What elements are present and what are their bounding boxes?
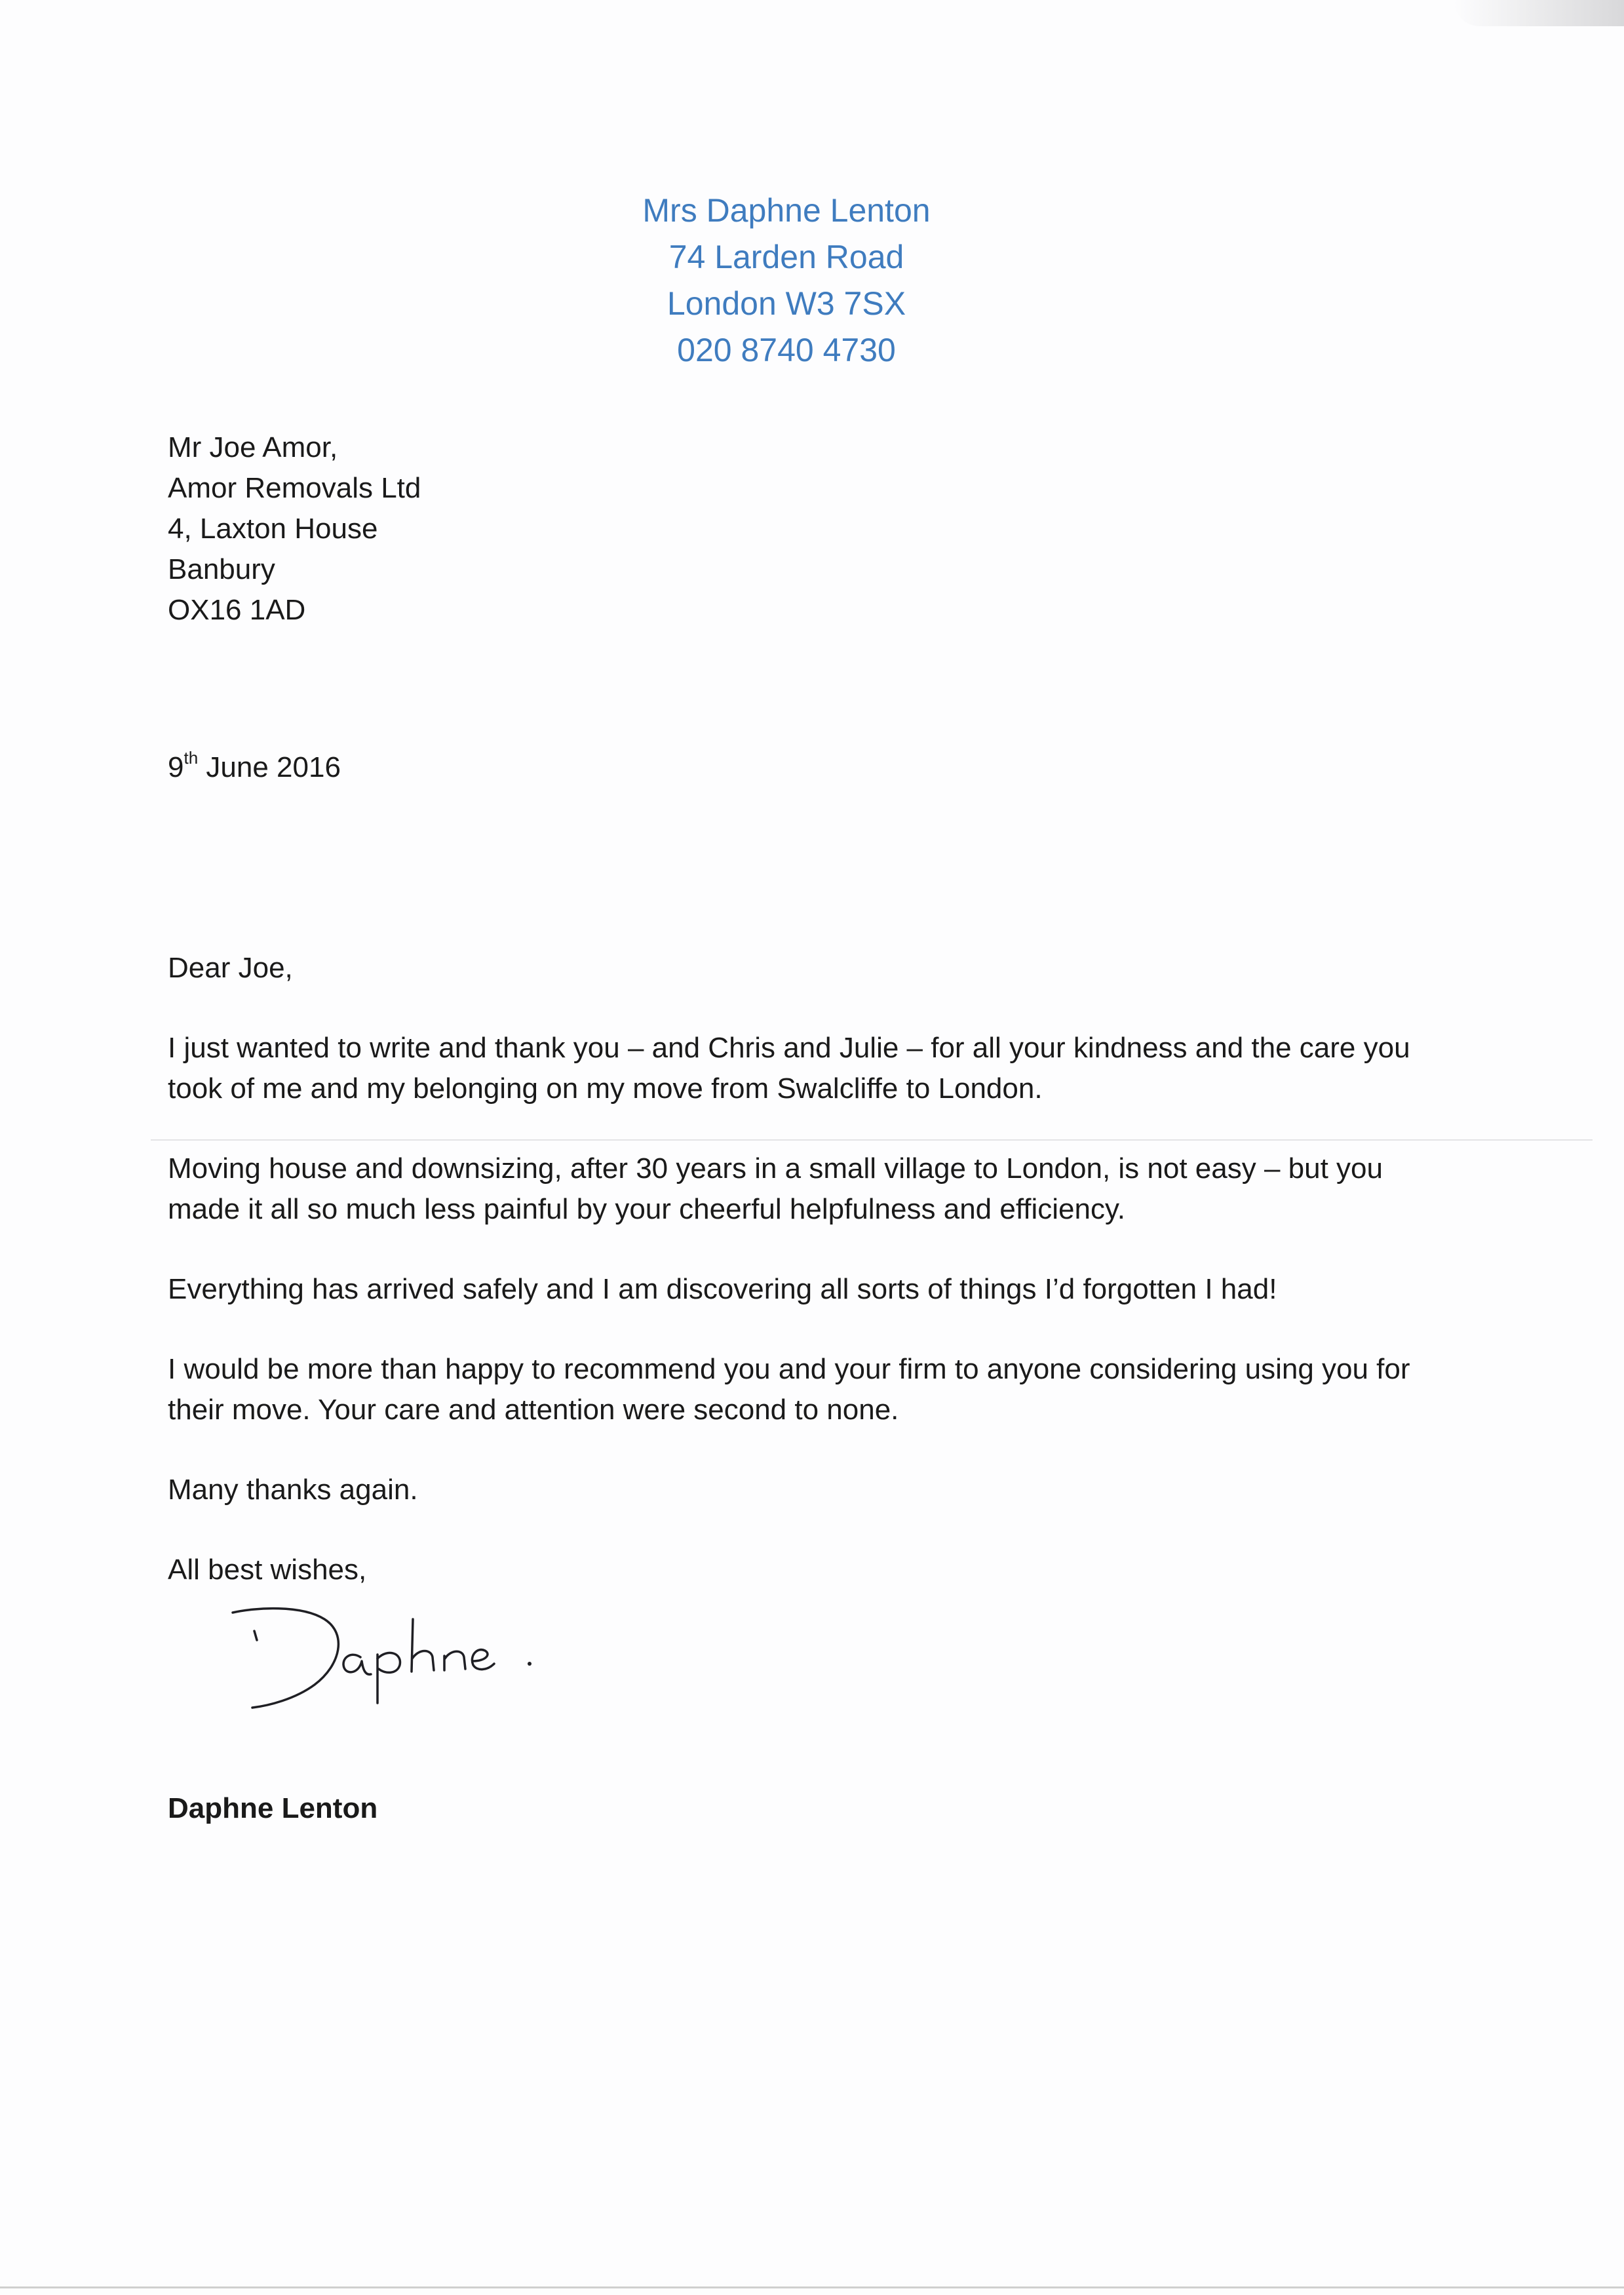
scan-shadow (1454, 0, 1624, 26)
letter-body (168, 948, 1413, 1630)
paragraph-many-thanks: Many thanks again. (168, 1474, 418, 1506)
recipient-line5: OX16 1AD (168, 594, 306, 626)
paragraph-recommend: I would be more than happy to recommend you and your firm to anyone considering using you for their move. Your care and attention were second to none. (168, 1353, 1410, 1426)
sender-letterhead (0, 187, 1573, 374)
date-suffix: th (184, 748, 199, 768)
recipient-line2: Amor Removals Ltd (168, 472, 421, 504)
recipient-line1: Mr Joe Amor, (168, 431, 338, 463)
recipient-address (168, 427, 421, 631)
closing: All best wishes, (168, 1554, 367, 1586)
handwritten-signature (216, 1593, 583, 1711)
sender-phone: 020 8740 4730 (677, 332, 896, 368)
date-day: 9 (168, 751, 184, 783)
scan-fold-line (151, 1139, 1593, 1141)
recipient-line4: Banbury (168, 553, 275, 585)
date-rest: June 2016 (198, 751, 341, 783)
paragraph-moving: Moving house and downsizing, after 30 years in a small village to London, is not easy – but you made it all so much less painful by your cheerful helpfulness and efficiency. (168, 1152, 1383, 1225)
sender-name: Mrs Daphne Lenton (642, 192, 931, 229)
letter-date (168, 747, 341, 788)
sender-address-line2: London W3 7SX (667, 285, 906, 322)
paragraph-thanks: I just wanted to write and thank you – and Chris and Julie – for all your kindness and the care you took of me and my belonging on my move from Swalcliffe to London. (168, 1032, 1410, 1105)
scan-bottom-edge (0, 2286, 1624, 2288)
recipient-line3: 4, Laxton House (168, 513, 378, 545)
sender-address-line1: 74 Larden Road (668, 239, 904, 275)
signed-name: Daphne Lenton (168, 1792, 378, 1824)
salutation: Dear Joe, (168, 952, 293, 984)
paragraph-arrived: Everything has arrived safely and I am discovering all sorts of things I’d forgotten I had! (168, 1273, 1277, 1305)
